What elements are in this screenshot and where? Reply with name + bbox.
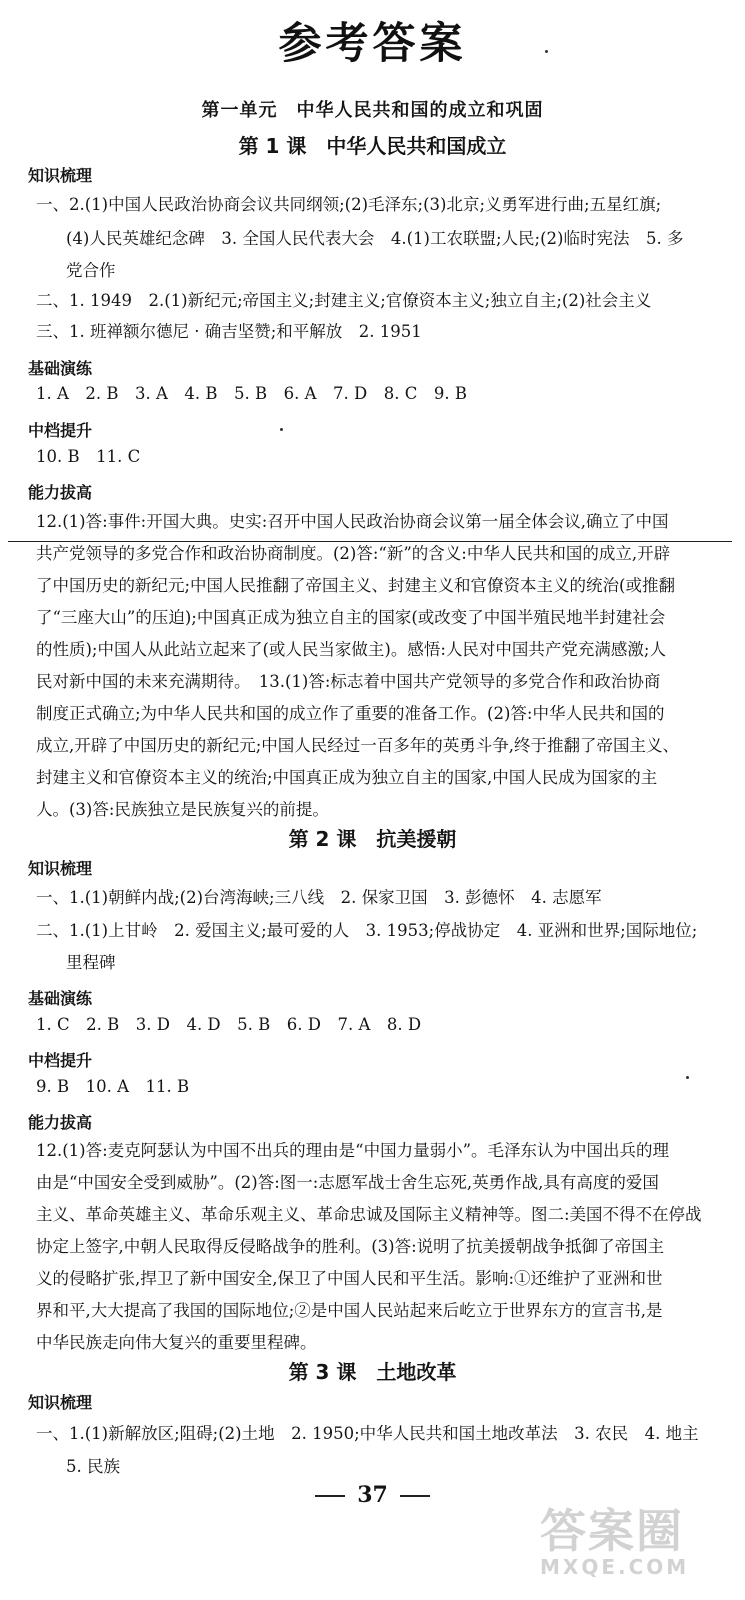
l2-ability-line: 由是“中国安全受到威胁”。(2)答:图一:志愿军战士舍生忘死,英勇作战,具有高度的爱国 [36, 1173, 659, 1192]
l2-ability-line: 中华民族走向伟大复兴的重要里程碑。 [36, 1333, 317, 1352]
l1-ability-heading: 能力拔高 [28, 483, 93, 502]
l2-ability-heading: 能力拔高 [28, 1113, 93, 1132]
l1-ability-line: 民对新中国的未来充满期待。 13.(1)答:标志着中国共产党领导的多党合作和政治协商 [36, 672, 661, 691]
l2-knowledge-line: 二、1.(1)上甘岭 2. 爱国主义;最可爱的人 3. 1953;停战协定 4. 亚洲和世界;国际地位; [36, 921, 698, 940]
l1-ability-line: 成立,开辟了中国历史的新纪元;中国人民经过一百多年的英勇斗争,终于推翻了帝国主义、 [36, 736, 680, 755]
l1-basic-answers: 1. A 2. B 3. A 4. B 5. B 6. A 7. D 8. C 9. B [36, 384, 467, 403]
l1-ability-line: 制度正式确立;为中华人民共和国的成立作了重要的准备工作。(2)答:中华人民共和国的 [36, 704, 665, 723]
watermark-logo [540, 1495, 740, 1595]
l2-ability-line: 主义、革命英雄主义、革命乐观主义、革命忠诚及国际主义精神等。图二:美国不得不在停战 [36, 1205, 702, 1224]
l2-basic-answers: 1. C 2. B 3. D 4. D 5. B 6. D 7. A 8. D [36, 1015, 422, 1034]
page-number-value: 37 [357, 1482, 388, 1508]
l1-ability-line: 12.(1)答:事件:开国大典。史实:召开中国人民政治协商会议第一届全体会议,确立了中国 [36, 512, 669, 531]
watermark-url: MXQE.COM [540, 1555, 690, 1579]
l1-mid-heading: 中档提升 [28, 421, 93, 440]
l1-mid-answers: 10. B 11. C [36, 447, 141, 466]
l1-knowledge-heading: 知识梳理 [28, 166, 93, 185]
l2-ability-line: 协定上签字,中朝人民取得反侵略战争的胜利。(3)答:说明了抗美援朝战争抵御了帝国主 [36, 1237, 665, 1256]
watermark-text: 答案圈 [540, 1504, 684, 1558]
page-number-dash [315, 1495, 345, 1497]
l1-ability-line: 共产党领导的多党合作和政治协商制度。(2)答:“新”的含义:中华人民共和国的成立,开辟 [36, 544, 671, 563]
lesson-1-title: 第 1 课 中华人民共和国成立 [238, 134, 507, 158]
l3-knowledge-heading: 知识梳理 [28, 1393, 93, 1412]
l2-mid-heading: 中档提升 [28, 1051, 93, 1070]
l2-ability-line: 12.(1)答:麦克阿瑟认为中国不出兵的理由是“中国力量弱小”。毛泽东认为中国出兵的理 [36, 1141, 670, 1160]
scan-speck [280, 428, 283, 431]
l2-basic-heading: 基础演练 [28, 989, 93, 1008]
l2-knowledge-line: 一、1.(1)朝鲜内战;(2)台湾海峡;三八线 2. 保家卫国 3. 彭德怀 4. 志愿军 [36, 888, 602, 907]
l1-knowledge-line: 党合作 [66, 261, 116, 280]
l1-knowledge-line: 三、1. 班禅额尔德尼 · 确吉坚赞;和平解放 2. 1951 [36, 322, 422, 341]
l2-knowledge-line: 里程碑 [66, 953, 116, 972]
page-number-dash [400, 1495, 430, 1497]
l1-knowledge-line: 一、2.(1)中国人民政治协商会议共同纲领;(2)毛泽东;(3)北京;义勇军进行曲;五星红旗; [36, 195, 662, 214]
l2-knowledge-heading: 知识梳理 [28, 859, 93, 878]
l3-knowledge-line: 5. 民族 [66, 1457, 120, 1476]
l2-ability-line: 义的侵略扩张,捍卫了新中国安全,保卫了中国人民和平生活。影响:①还维护了亚洲和世 [36, 1269, 663, 1288]
l2-mid-answers: 9. B 10. A 11. B [36, 1077, 190, 1096]
l1-ability-line: 的性质);中国人从此站立起来了(或人民当家做主)。感悟:人民对中国共产党充满感激;人 [36, 640, 666, 659]
l1-knowledge-line: 二、1. 1949 2.(1)新纪元;帝国主义;封建主义;官僚资本主义;独立自主;(2)社会主义 [36, 291, 652, 310]
l1-basic-heading: 基础演练 [28, 359, 93, 378]
scan-speck [545, 50, 548, 53]
page-title: 参考答案 [278, 19, 467, 69]
l2-ability-line: 界和平,大大提高了我国的国际地位;②是中国人民站起来后屹立于世界东方的宣言书,是 [36, 1301, 663, 1320]
l3-knowledge-line: 一、1.(1)新解放区;阻碍;(2)土地 2. 1950;中华人民共和国土地改革法 3. 农民 4. 地主 [36, 1424, 699, 1443]
lesson-3-title: 第 3 课 土地改革 [288, 1360, 457, 1384]
l1-ability-line: 人。(3)答:民族独立是民族复兴的前提。 [36, 800, 329, 819]
l1-ability-line: 了中国历史的新纪元;中国人民推翻了帝国主义、封建主义和官僚资本主义的统治(或推翻 [36, 576, 675, 595]
unit-title: 第一单元 中华人民共和国的成立和巩固 [201, 100, 544, 121]
l1-ability-line: 封建主义和官僚资本主义的统治;中国真正成为独立自主的国家,中国人民成为国家的主 [36, 768, 658, 787]
l1-ability-line: 了“三座大山”的压迫);中国真正成为独立自主的国家(或改变了中国半殖民地半封建社会 [36, 608, 666, 627]
scan-speck [686, 1076, 689, 1079]
lesson-2-title: 第 2 课 抗美援朝 [288, 827, 457, 851]
l1-knowledge-line: (4)人民英雄纪念碑 3. 全国人民代表大会 4.(1)工农联盟;人民;(2)临时宪法 5. 多 [66, 229, 684, 248]
